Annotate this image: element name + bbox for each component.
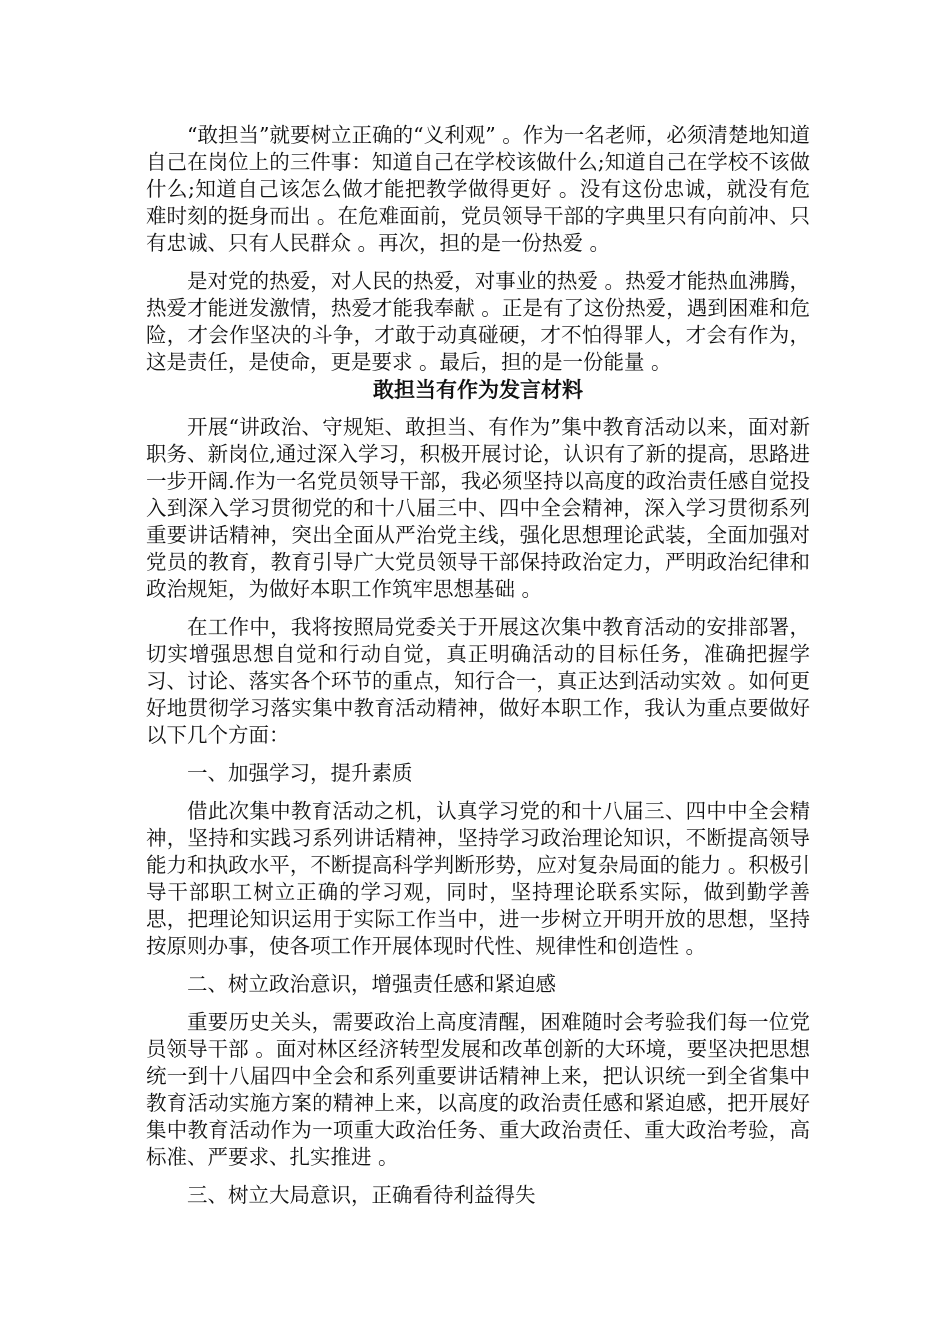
section-heading-3: 三、树立大局意识，正确看待利益得失 (187, 1183, 536, 1207)
body-paragraph-3: 借此次集中教育活动之机，认真学习党的和十八届三、四中中全会精神，坚持和实践习系列讲话精神，坚持学习政治理论知识，不断提高领导能力和执政水平，不断提高科学判断形势，应对复杂局面的能力 。积极引导干部职工树立正确的学习观，同时，坚持理论联系实际，做到勤学善思，把理论知识运用于实际工作当中，进一步树立开明开放的思想，坚持按原则办事，使各项工作开展体现时代性、规律性和创造性 。 (146, 799, 810, 958)
body-paragraph-4: 重要历史关头，需要政治上高度清醒，困难随时会考验我们每一位党员领导干部 。面对林区经济转型发展和改革创新的大环境，要坚决把思想统一到十八届四中全会和系列重要讲话精神上来，把认识统一到全省集中教育活动实施方案的精神上来，以高度的政治责任感和紧迫感，把开展好集中教育活动作为一项重大政治任务、重大政治责任、重大政治考验，高标准、严要求、扎实推进 。 (146, 1010, 810, 1169)
document-title: 敢担当有作为发言材料 (373, 377, 583, 402)
intro-paragraph-1: “敢担当”就要树立正确的“义利观” 。作为一名老师，必须清楚地知道自己在岗位上的三件事：知道自己在学校该做什么;知道自己在学校不该做什么;知道自己该怎么做才能把教学做得更好 。没有这份忠诚，就没有危难时刻的挺身而出 。在危难面前，党员领导干部的字典里只有向前冲、只有忠诚、只有人民群众 。再次，担的是一份热爱 。 (146, 123, 810, 255)
document-page (146, 122, 810, 1220)
section-heading-1: 一、加强学习，提升素质 (187, 761, 413, 785)
section-heading-2: 二、树立政治意识，增强责任感和紧迫感 (187, 972, 556, 996)
body-paragraph-1: 开展“讲政治、守规矩、敢担当、有作为”集中教育活动以来，面对新职务、新岗位,通过深入学习，积极开展讨论，认识有了新的提高，思路进一步开阔.作为一名党员领导干部，我必须坚持以高度的政治责任感自觉投入到深入学习贯彻党的和十八届三中、四中全会精神，深入学习贯彻系列重要讲话精神，突出全面从严治党主线，强化思想理论武装，全面加强对党员的教育，教育引导广大党员领导干部保持政治定力，严明政治纪律和政治规矩，为做好本职工作筑牢思想基础 。 (146, 415, 810, 601)
body-paragraph-2: 在工作中，我将按照局党委关于开展这次集中教育活动的安排部署，切实增强思想自觉和行动自觉，真正明确活动的目标任务，准确把握学习、讨论、落实各个环节的重点，知行合一，真正达到活动实效 。如何更好地贯彻学习落实集中教育活动精神，做好本职工作，我认为重点要做好以下几个方面： (146, 615, 810, 747)
intro-paragraph-2: 是对党的热爱，对人民的热爱，对事业的热爱 。热爱才能热血沸腾，热爱才能迸发激情，热爱才能我奉献 。正是有了这份热爱，遇到困难和危险，才会作坚决的斗争，才敢于动真碰硬，才不怕得罪人，才会有作为，这是责任，是使命，更是要求 。最后，担的是一份能量 。 (146, 269, 810, 374)
